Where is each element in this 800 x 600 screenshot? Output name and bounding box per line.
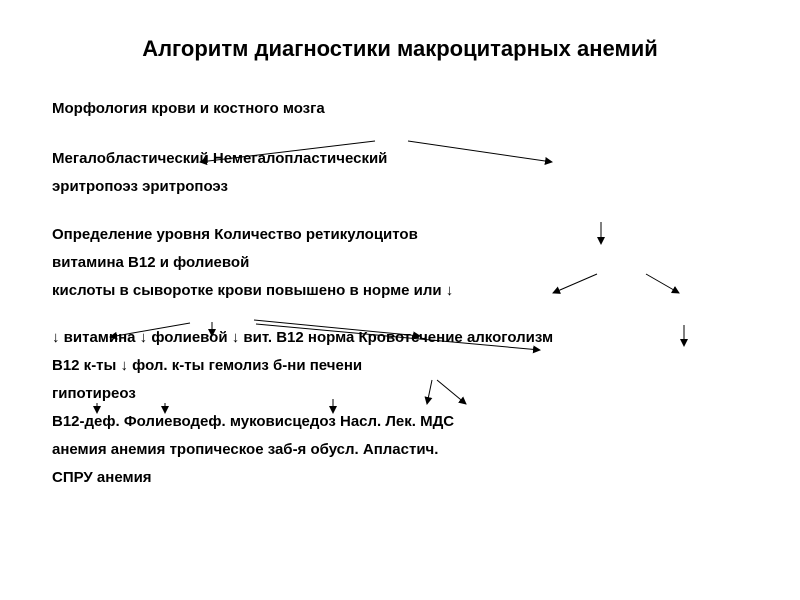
arrow-left-branch (200, 141, 375, 162)
text-line-3: эритропоэз эритропоэз (52, 178, 228, 195)
text-line-2: Мегалобластический Немегалопластический (52, 150, 388, 167)
text-line-11: анемия анемия тропическое заб-я обусл. Апластич. (52, 441, 439, 458)
text-line-4: Определение уровня Количество ретикулоцитов (52, 226, 418, 243)
text-line-8: В12 к-ты ↓ фол. к-ты гемолиз б-ни печени (52, 357, 363, 374)
arrow-right-mds (437, 380, 466, 404)
text-line-5: витамина В12 и фолиевой (52, 254, 250, 271)
arrow-split-left (553, 274, 597, 293)
text-line-1: Морфология крови и костного мозга (52, 100, 325, 117)
text-line-6: кислоты в сыворотке крови повышено в норме или ↓ (52, 282, 454, 299)
arrow-b12-right2 (256, 324, 540, 350)
arrow-b12-right (254, 320, 420, 336)
arrow-split-right (646, 274, 679, 293)
arrow-left-lek (427, 380, 432, 404)
page-title: Алгоритм диагностики макроцитарных анемий (142, 36, 658, 61)
text-line-12: СПРУ анемия (52, 469, 152, 486)
text-line-10: В12-деф. Фолиеводеф. муковисцедоз Насл. Лек. МДС (52, 413, 455, 430)
text-line-9: гипотиреоз (52, 385, 136, 402)
text-line-7: ↓ витамина ↓ фолиевой ↓ вит. В12 норма Кровотечение алкоголизм (52, 329, 554, 346)
arrow-b12-left (110, 323, 190, 337)
arrow-right-branch (408, 141, 552, 162)
